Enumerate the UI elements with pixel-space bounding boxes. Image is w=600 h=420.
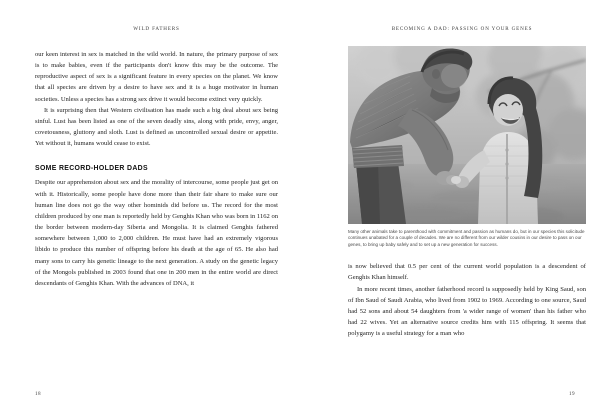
paragraph: In more recent times, another fatherhood record is supposedly held by King Saud, son of Ibn Saud of Saudi Arabia, who lived from 1902 to 1969. According to one source, Saud had 52 sons and about 54 daughters from 'a wider range of women' than his father who had 22 wives. Yet an alternative source credits him with 115 offspring. It seems that polygamy is a useful strategy for a man who xyxy=(348,285,586,338)
running-head-left: WILD FATHERS xyxy=(133,26,180,32)
page-number-left: 18 xyxy=(35,391,41,397)
right-page-text-column xyxy=(348,261,586,339)
right-page xyxy=(300,0,600,420)
photo-caption: Many other animals take to parenthood with commitment and passion as humans do, but in our species this solicitude continues unabated for a couple of decades. We are no different from our wilder cousins in our desire to pass on our genes, to bring up baby safely and to set up a new generation for success. xyxy=(348,229,585,247)
father-and-daughter-photograph xyxy=(348,46,586,224)
paragraph: It is surprising then that Western civilisation has made such a big deal about sex being sinful. Lust has been listed as one of the seven deadly sins, along with pride, envy, anger, covetousness, gluttony and sloth. Lust is defined as uncontrolled sexual desire or appetite. Yet without it, humans would cease to exist. xyxy=(35,106,278,148)
page-number-right: 19 xyxy=(569,391,575,397)
running-head-right: BECOMING A DAD: PASSING ON YOUR GENES xyxy=(391,26,533,32)
left-page-text-column xyxy=(35,49,278,289)
photo-illustration xyxy=(348,46,586,224)
paragraph: Despite our apprehension about sex and the morality of intercourse, some people just get on with it. Historically, some people have done more than their fair share to make sure our human line does not go the way other hominids did before us. The record for the most children produced by one man is reportedly held by Genghis Khan who was born in 1162 on the border between modern-day Siberia and Mongolia. It is claimed Genghis fathered somewhere between 1,000 to 2,000 children. He must have had an extremely vigorous libido to produce this number of offspring before his death at the age of 65. He also had many sons to carry his genetic lineage to the next generation. A study on the genetic legacy of the Mongols published in 2003 found that one in 200 men in the entire world are direct descendants of Genghis Khan. With the advances of DNA, it xyxy=(35,179,278,287)
paragraph: our keen interest in sex is matched in the wild world. In nature, the primary purpose of sex is to make babies, even if the participants don't know this may be the outcome. The reproductive aspect of sex is a significant feature in every species on the planet. We know that all species are driven by a desire to have sex and it is a huge motivator in human societies. Unless a species has a strong sex drive it would become extinct very quickly. xyxy=(35,51,278,103)
paragraph: is now believed that 0.5 per cent of the current world population is a descendent of Genghis Khan himself. xyxy=(348,263,586,282)
section-heading: SOME RECORD-HOLDER DADS xyxy=(35,165,148,173)
